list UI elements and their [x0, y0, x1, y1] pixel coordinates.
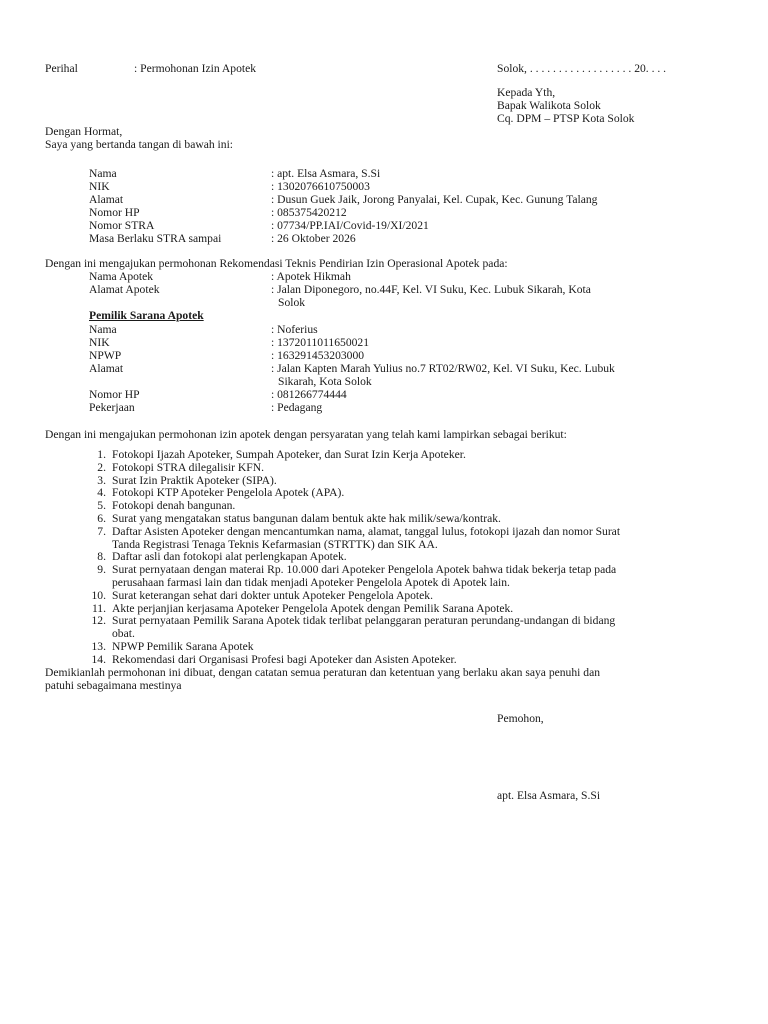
applicant-value: : apt. Elsa Asmara, S.Si	[271, 167, 381, 180]
requirement-text: Surat yang mengatakan status bangunan dalam bentuk akte hak milik/sewa/kontrak.	[112, 512, 501, 525]
requirement-number: 7.	[97, 524, 106, 538]
applicant-value: : 1302076610750003	[271, 180, 370, 193]
request-line: Dengan ini mengajukan permohonan Rekomendasi Teknis Pendirian Izin Operasional Apotek pada:	[45, 257, 508, 270]
applicant-label: Masa Berlaku STRA sampai	[89, 232, 222, 245]
requirement-text: Fotokopi KTP Apoteker Pengelola Apotek (APA).	[112, 486, 345, 500]
applicant-label: NIK	[89, 180, 110, 193]
requirement-text: Surat pernyataan Pemilik Sarana Apotek tidak terlibat pelanggaran peraturan perundang-undangan di bidang	[112, 614, 616, 628]
owner-phone-value: : 081266774444	[271, 388, 347, 401]
requirement-text: Tanda Registrasi Tenaga Teknis Kefarmasian (STRTTK) dan SIK AA.	[112, 537, 438, 551]
requirement-text: Fotokopi STRA dilegalisir KFN.	[112, 460, 265, 474]
perihal-label: Perihal	[45, 62, 78, 75]
signature-name: apt. Elsa Asmara, S.Si	[497, 789, 601, 802]
owner-phone-label: Nomor HP	[89, 388, 140, 401]
signature-label: Pemohon,	[497, 712, 544, 725]
apotek-name-label: Nama Apotek	[89, 270, 154, 283]
owner-nik-label: NIK	[89, 336, 110, 349]
applicant-value: : 26 Oktober 2026	[271, 232, 356, 245]
apotek-address-label: Alamat Apotek	[89, 283, 160, 296]
requirement-text: Fotokopi denah bangunan.	[112, 499, 236, 513]
requirement-text: Surat Izin Praktik Apoteker (SIPA).	[112, 473, 277, 487]
requirement-text: Surat keterangan sehat dari dokter untuk Apoteker Pengelola Apotek.	[112, 588, 433, 602]
owner-npwp-label: NPWP	[89, 349, 122, 362]
owner-heading: Pemilik Sarana Apotek	[89, 309, 204, 322]
requirement-number: 11.	[91, 601, 106, 615]
requirement-number: 2.	[97, 460, 106, 474]
place-date: Solok, . . . . . . . . . . . . . . . . . . 20. . . .	[497, 62, 667, 75]
perihal-value: : Permohonan Izin Apotek	[134, 62, 257, 75]
requirement-number: 13.	[91, 640, 106, 653]
requirement-number: 10.	[91, 588, 106, 602]
applicant-value: : 085375420212	[271, 206, 347, 219]
applicant-value: : 07734/PP.IAI/Covid-19/XI/2021	[271, 219, 429, 232]
recipient-line: Cq. DPM – PTSP Kota Solok	[497, 112, 635, 125]
requirement-text: perusahaan farmasi lain dan tidak menjadi Apoteker Pengelola Apotek di Apotek lain.	[112, 576, 510, 589]
owner-npwp-value: : 163291453203000	[271, 349, 365, 362]
owner-address-value: : Jalan Kapten Marah Yulius no.7 RT02/RW02, Kel. VI Suku, Kec. Lubuk	[271, 362, 615, 375]
apotek-name-value: : Apotek Hikmah	[271, 270, 351, 283]
recipient-line: Bapak Walikota Solok	[497, 99, 601, 112]
intro-line: Saya yang bertanda tangan di bawah ini:	[45, 138, 234, 151]
owner-name-label: Nama	[89, 323, 117, 336]
requirement-number: 3.	[97, 473, 106, 487]
recipient-line: Kepada Yth,	[497, 86, 556, 99]
applicant-label: Alamat	[89, 193, 124, 206]
requirement-number: 1.	[97, 448, 106, 461]
requirement-text: Daftar asli dan fotokopi alat perlengkapan Apotek.	[112, 550, 347, 564]
requirement-text: Daftar Asisten Apoteker dengan mencantumkan nama, alamat, tanggal lulus, fotokopi ijazah dan nomor Surat	[112, 524, 621, 538]
requirement-number: 12.	[91, 614, 106, 628]
requirement-number: 8.	[97, 550, 106, 564]
greeting: Dengan Hormat,	[45, 125, 123, 138]
requirement-text: NPWP Pemilik Sarana Apotek	[112, 640, 254, 653]
requirement-text: Surat pernyataan dengan materai Rp. 10.000 dari Apoteker Pengelola Apotek bahwa tidak bekerja tetap pada	[112, 563, 617, 577]
requirement-text: Akte perjanjian kerjasama Apoteker Pengelola Apotek dengan Pemilik Sarana Apotek.	[112, 601, 514, 615]
applicant-label: Nomor HP	[89, 206, 140, 219]
apotek-address-value: : Jalan Diponegoro, no.44F, Kel. VI Suku, Kec. Lubuk Sikarah, Kota	[271, 283, 591, 296]
requirement-number: 5.	[97, 499, 106, 513]
owner-nik-value: : 1372011011650021	[271, 336, 370, 349]
apotek-address-value-cont: Solok	[278, 296, 306, 309]
applicant-value: : Dusun Guek Jaik, Jorong Panyalai, Kel. Cupak, Kec. Gunung Talang	[271, 193, 598, 206]
owner-address-label: Alamat	[89, 362, 124, 375]
applicant-label: Nama	[89, 167, 117, 180]
owner-address-value-cont: Sikarah, Kota Solok	[278, 375, 372, 388]
requirement-number: 14.	[91, 652, 106, 666]
owner-job-label: Pekerjaan	[89, 401, 135, 414]
requirement-text: obat.	[112, 627, 135, 641]
owner-name-value: : Noferius	[271, 323, 318, 336]
closing-line: Demikianlah permohonan ini dibuat, dengan catatan semua peraturan dan ketentuan yang berlaku akan saya penuhi dan	[45, 666, 601, 679]
requirement-number: 9.	[97, 563, 106, 577]
requirements-intro: Dengan ini mengajukan permohonan izin apotek dengan persyaratan yang telah kami lampirkan sebagai berikut:	[45, 428, 567, 441]
requirement-number: 4.	[97, 486, 106, 500]
requirement-text: Rekomendasi dari Organisasi Profesi bagi Apoteker dan Asisten Apoteker.	[112, 652, 457, 666]
requirement-number: 6.	[97, 512, 106, 525]
owner-job-value: : Pedagang	[271, 401, 323, 414]
requirement-text: Fotokopi Ijazah Apoteker, Sumpah Apoteker, dan Surat Izin Kerja Apoteker.	[112, 448, 466, 461]
applicant-label: Nomor STRA	[89, 219, 155, 232]
closing-line: patuhi sebagaimana mestinya	[45, 679, 182, 692]
